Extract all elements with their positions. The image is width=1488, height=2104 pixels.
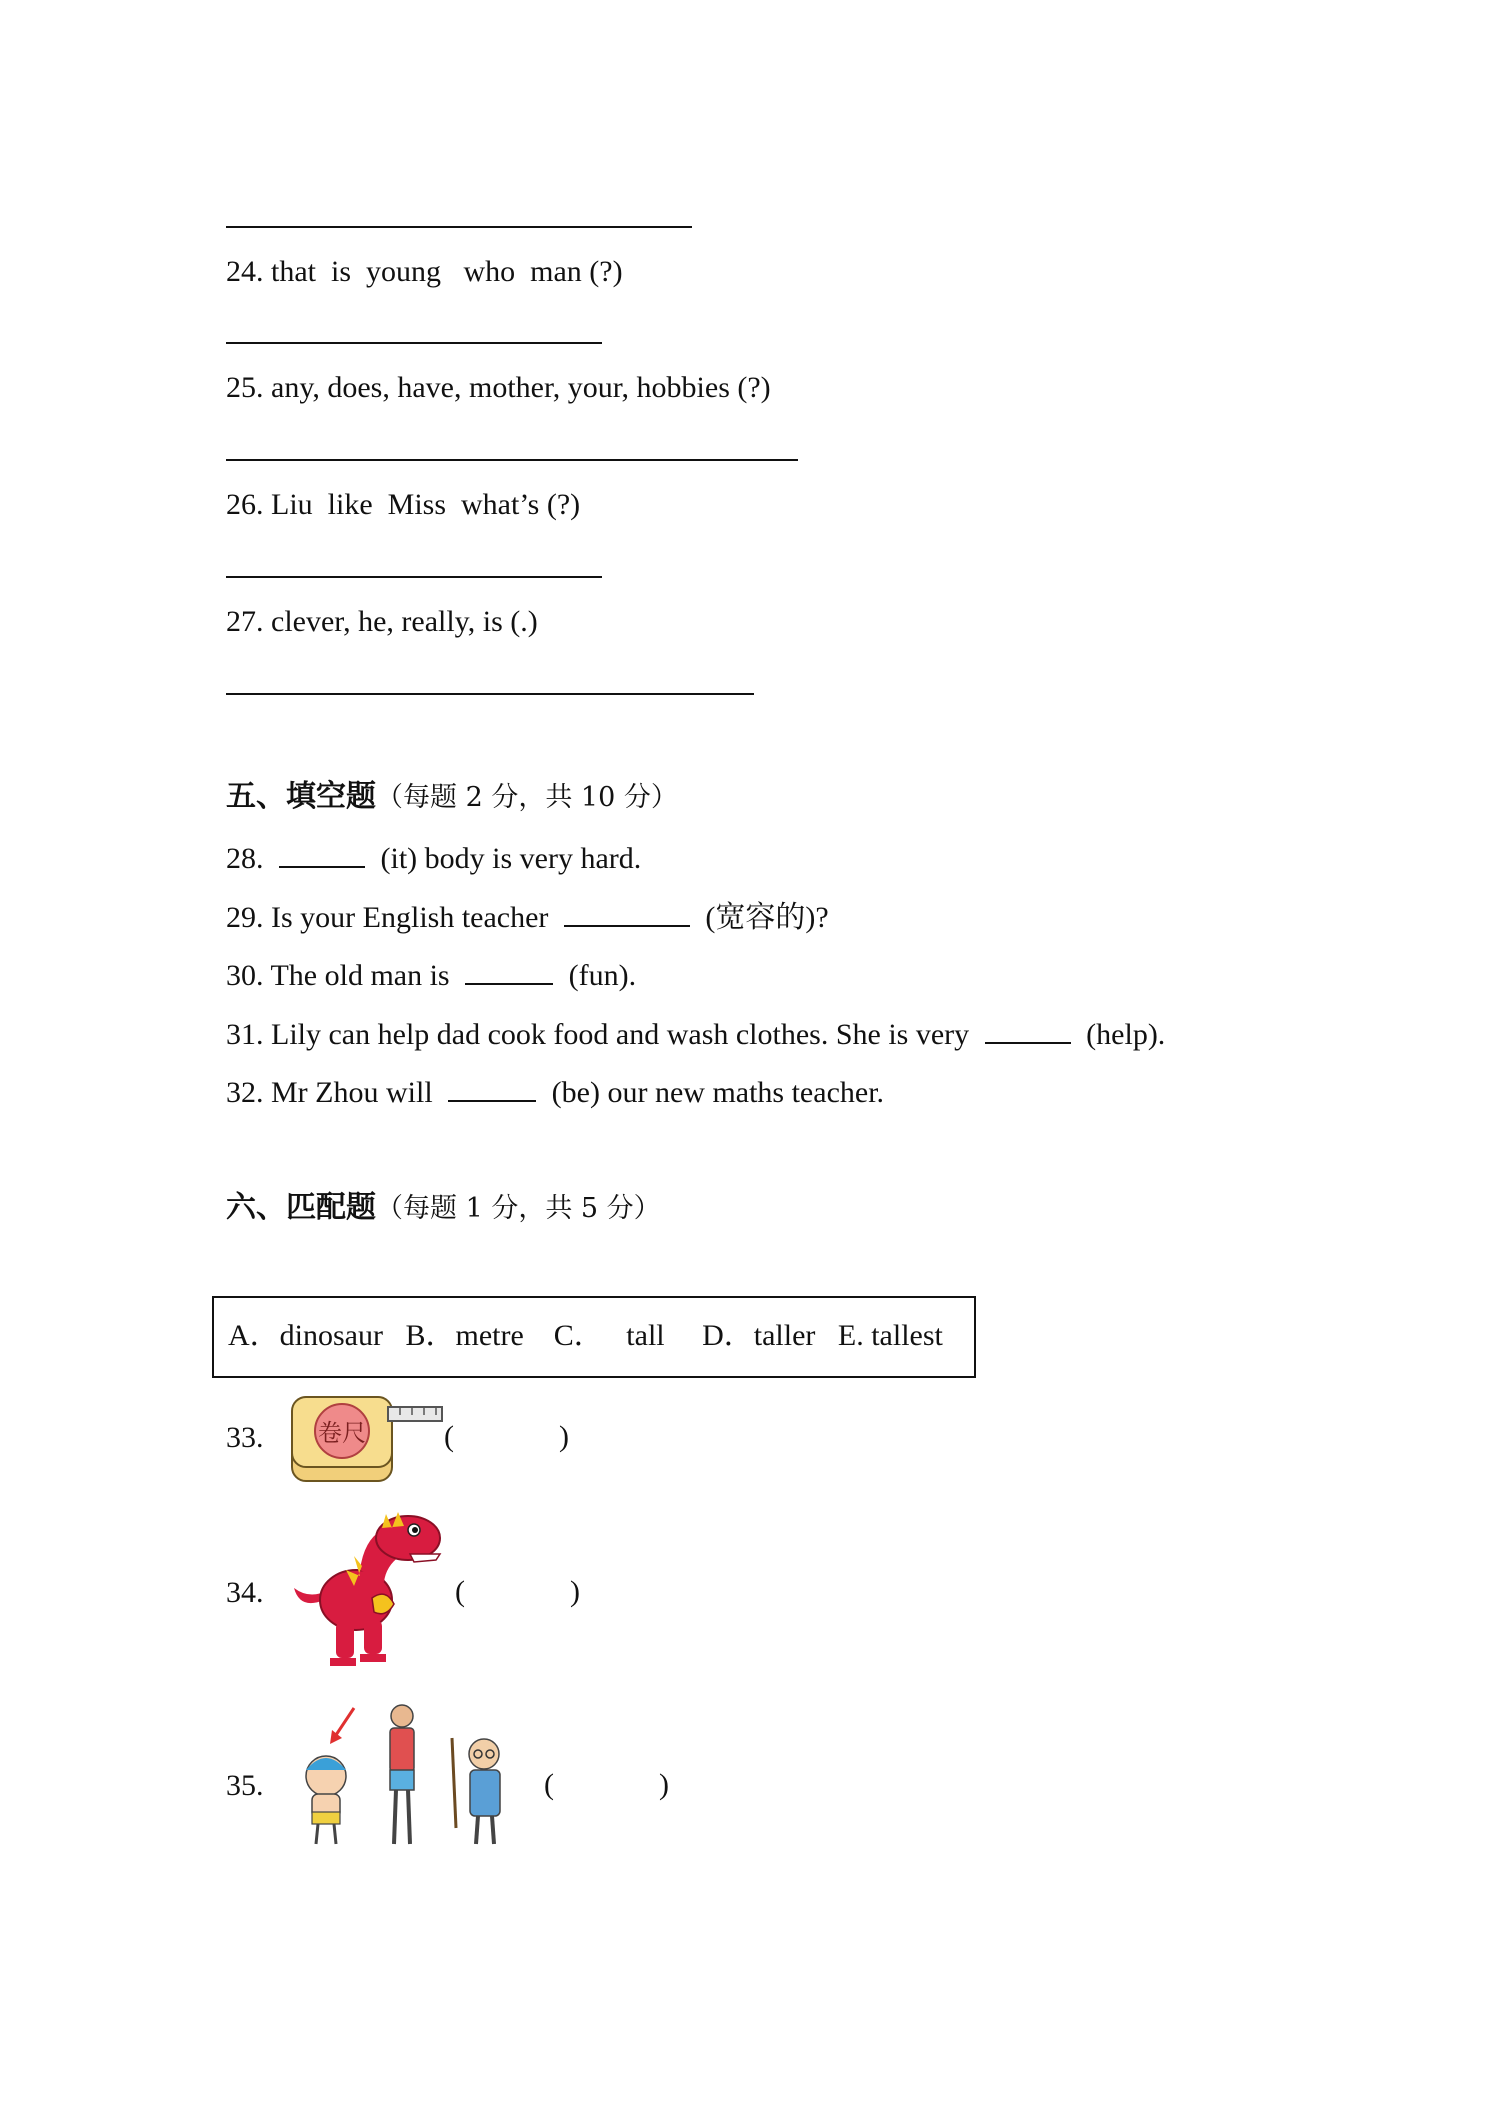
section-title: 六、匹配题 bbox=[226, 1190, 376, 1225]
question-number: 28. bbox=[226, 842, 264, 875]
question-32 bbox=[226, 1072, 884, 1111]
section-title: 五、填空题 bbox=[226, 779, 376, 814]
question-33-number: 33. bbox=[226, 1421, 264, 1454]
answer-line-23 bbox=[226, 226, 692, 228]
question-text-before: Is your English teacher bbox=[271, 901, 549, 934]
question-27 bbox=[226, 604, 538, 640]
question-24 bbox=[226, 254, 623, 290]
question-number: 25. bbox=[226, 371, 264, 404]
question-text-after: (be) our new maths teacher. bbox=[551, 1076, 885, 1109]
answer-line-24[interactable] bbox=[226, 342, 602, 344]
fill-blank[interactable] bbox=[448, 1072, 536, 1102]
question-text: Liu like Miss what’s (?) bbox=[271, 488, 581, 521]
section-score-note: （每题 1 分，共 5 分） bbox=[376, 1193, 661, 1224]
question-number: 30. bbox=[226, 959, 264, 992]
answer-paren-35[interactable]: ( ) bbox=[544, 1768, 669, 1801]
question-number: 27. bbox=[226, 605, 264, 638]
fill-blank[interactable] bbox=[985, 1014, 1071, 1044]
question-text-before: Mr Zhou will bbox=[271, 1076, 433, 1109]
answer-line-26[interactable] bbox=[226, 576, 602, 578]
question-number: 26. bbox=[226, 488, 264, 521]
section-5-heading bbox=[226, 779, 678, 816]
fill-blank[interactable] bbox=[465, 955, 553, 985]
fill-blank[interactable] bbox=[564, 897, 690, 927]
question-number: 24. bbox=[226, 255, 264, 288]
question-31 bbox=[226, 1014, 1165, 1053]
question-text-after: (it) body is very hard. bbox=[380, 842, 642, 875]
tape-measure-image bbox=[288, 1383, 446, 1485]
answer-paren-33[interactable]: ( ) bbox=[444, 1420, 569, 1453]
three-people-image bbox=[284, 1698, 546, 1852]
question-text-before: The old man is bbox=[270, 959, 450, 992]
question-number: 32. bbox=[226, 1076, 264, 1109]
section-6-heading bbox=[226, 1190, 661, 1227]
question-35-number: 35. bbox=[226, 1769, 264, 1802]
fill-blank[interactable] bbox=[279, 838, 365, 868]
question-25 bbox=[226, 370, 771, 406]
question-26 bbox=[226, 487, 580, 523]
answer-line-25[interactable] bbox=[226, 459, 798, 461]
options-box bbox=[212, 1296, 976, 1378]
dinosaur-image bbox=[290, 1500, 450, 1670]
answer-line-27[interactable] bbox=[226, 693, 754, 695]
question-text-after: (fun). bbox=[568, 959, 637, 992]
question-30 bbox=[226, 955, 636, 994]
question-text: clever, he, really, is (.) bbox=[271, 605, 538, 638]
question-number: 31. bbox=[226, 1018, 264, 1051]
answer-paren-34[interactable]: ( ) bbox=[455, 1575, 580, 1608]
question-text: that is young who man (?) bbox=[271, 255, 623, 288]
question-34-number: 34. bbox=[226, 1576, 264, 1609]
options-text: A．dinosaur B．metre C． tall D．taller E. tallest bbox=[228, 1319, 943, 1352]
tape-measure-label: 卷尺 bbox=[318, 1419, 366, 1447]
question-text-after: (help). bbox=[1086, 1018, 1166, 1051]
question-text-before: Lily can help dad cook food and wash clothes. She is very bbox=[271, 1018, 970, 1051]
question-number: 29. bbox=[226, 901, 264, 934]
question-text-after: (宽容的)? bbox=[705, 901, 829, 934]
section-score-note: （每题 2 分，共 10 分） bbox=[376, 782, 678, 813]
question-text: any, does, have, mother, your, hobbies (?) bbox=[271, 371, 771, 404]
question-29 bbox=[226, 897, 829, 936]
question-28 bbox=[226, 838, 641, 877]
